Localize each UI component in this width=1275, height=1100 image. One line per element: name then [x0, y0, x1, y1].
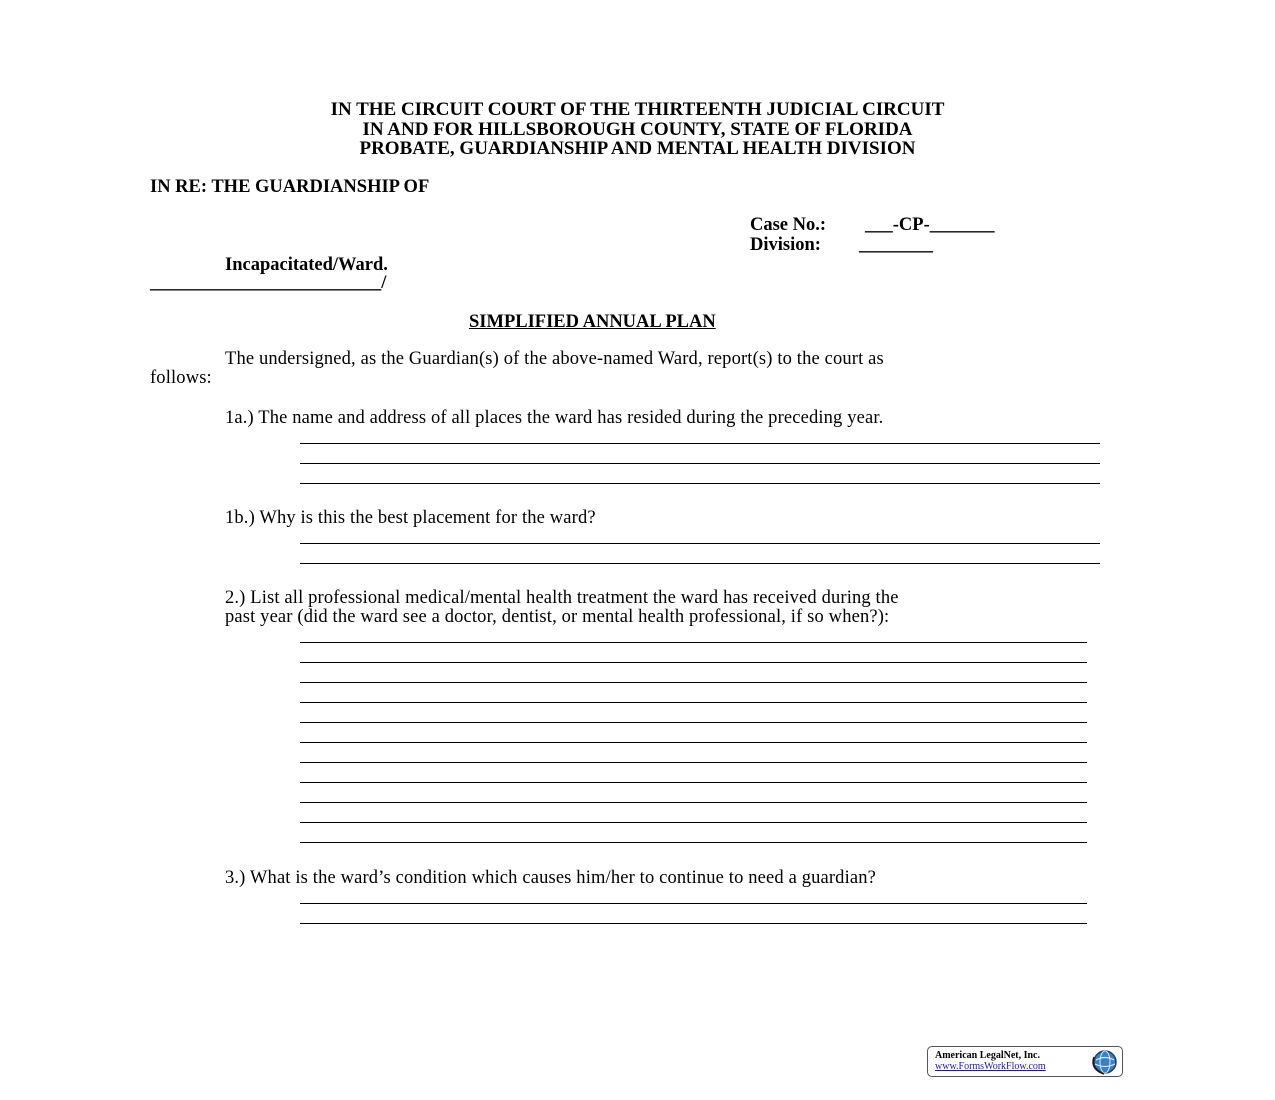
question-1b: 1b.) Why is this the best placement for the ward? — [225, 508, 596, 528]
court-header-line-1: IN THE CIRCUIT COURT OF THE THIRTEENTH JUDICIAL CIRCUIT — [330, 99, 945, 120]
court-header-line-3: PROBATE, GUARDIANSHIP AND MENTAL HEALTH DIVISION — [359, 138, 916, 159]
answer-line-1a-2[interactable] — [300, 463, 1100, 464]
logo-url-link[interactable]: www.FormsWorkFlow.com — [935, 1061, 1046, 1072]
intro-line-2: follows: — [150, 368, 212, 388]
answer-line-1a-3[interactable] — [300, 483, 1100, 484]
answer-line-1b-1[interactable] — [300, 543, 1100, 544]
division-field[interactable]: ________ — [859, 235, 933, 255]
in-re-caption: IN RE: THE GUARDIANSHIP OF — [150, 177, 430, 197]
answer-line-2-6[interactable] — [300, 742, 1087, 743]
footer-logo — [927, 1046, 1123, 1077]
logo-company-name: American LegalNet, Inc. — [935, 1050, 1040, 1061]
answer-line-2-7[interactable] — [300, 762, 1087, 763]
answer-line-2-1[interactable] — [300, 642, 1087, 643]
question-1a: 1a.) The name and address of all places the ward has resided during the preceding year. — [225, 408, 884, 428]
court-header-line-2: IN AND FOR HILLSBOROUGH COUNTY, STATE OF FLORIDA — [362, 119, 913, 140]
question-2-line-1: 2.) List all professional medical/mental health treatment the ward has received during the — [225, 588, 899, 608]
ward-label: Incapacitated/Ward. — [225, 255, 388, 275]
case-number-label: Case No.: — [750, 215, 827, 235]
answer-line-3-1[interactable] — [300, 903, 1087, 904]
document-title: SIMPLIFIED ANNUAL PLAN — [469, 312, 716, 332]
answer-line-1b-2[interactable] — [300, 563, 1100, 564]
answer-line-2-2[interactable] — [300, 662, 1087, 663]
answer-line-2-10[interactable] — [300, 822, 1087, 823]
answer-line-2-8[interactable] — [300, 782, 1087, 783]
intro-line-1: The undersigned, as the Guardian(s) of the above-named Ward, report(s) to the court as — [225, 349, 884, 369]
answer-line-2-9[interactable] — [300, 802, 1087, 803]
answer-line-2-3[interactable] — [300, 682, 1087, 683]
answer-line-2-5[interactable] — [300, 722, 1087, 723]
answer-line-3-2[interactable] — [300, 923, 1087, 924]
ward-name-line[interactable]: _________________________/ — [150, 273, 387, 293]
answer-line-1a-1[interactable] — [300, 443, 1100, 444]
division-label: Division: — [750, 235, 821, 255]
answer-line-2-4[interactable] — [300, 702, 1087, 703]
answer-line-2-11[interactable] — [300, 842, 1087, 843]
globe-icon — [1092, 1049, 1118, 1075]
question-2-line-2: past year (did the ward see a doctor, dentist, or mental health professional, if so when?): — [225, 607, 890, 627]
case-number-field[interactable]: ___-CP-_______ — [865, 215, 995, 235]
question-3: 3.) What is the ward’s condition which causes him/her to continue to need a guardian? — [225, 868, 876, 888]
